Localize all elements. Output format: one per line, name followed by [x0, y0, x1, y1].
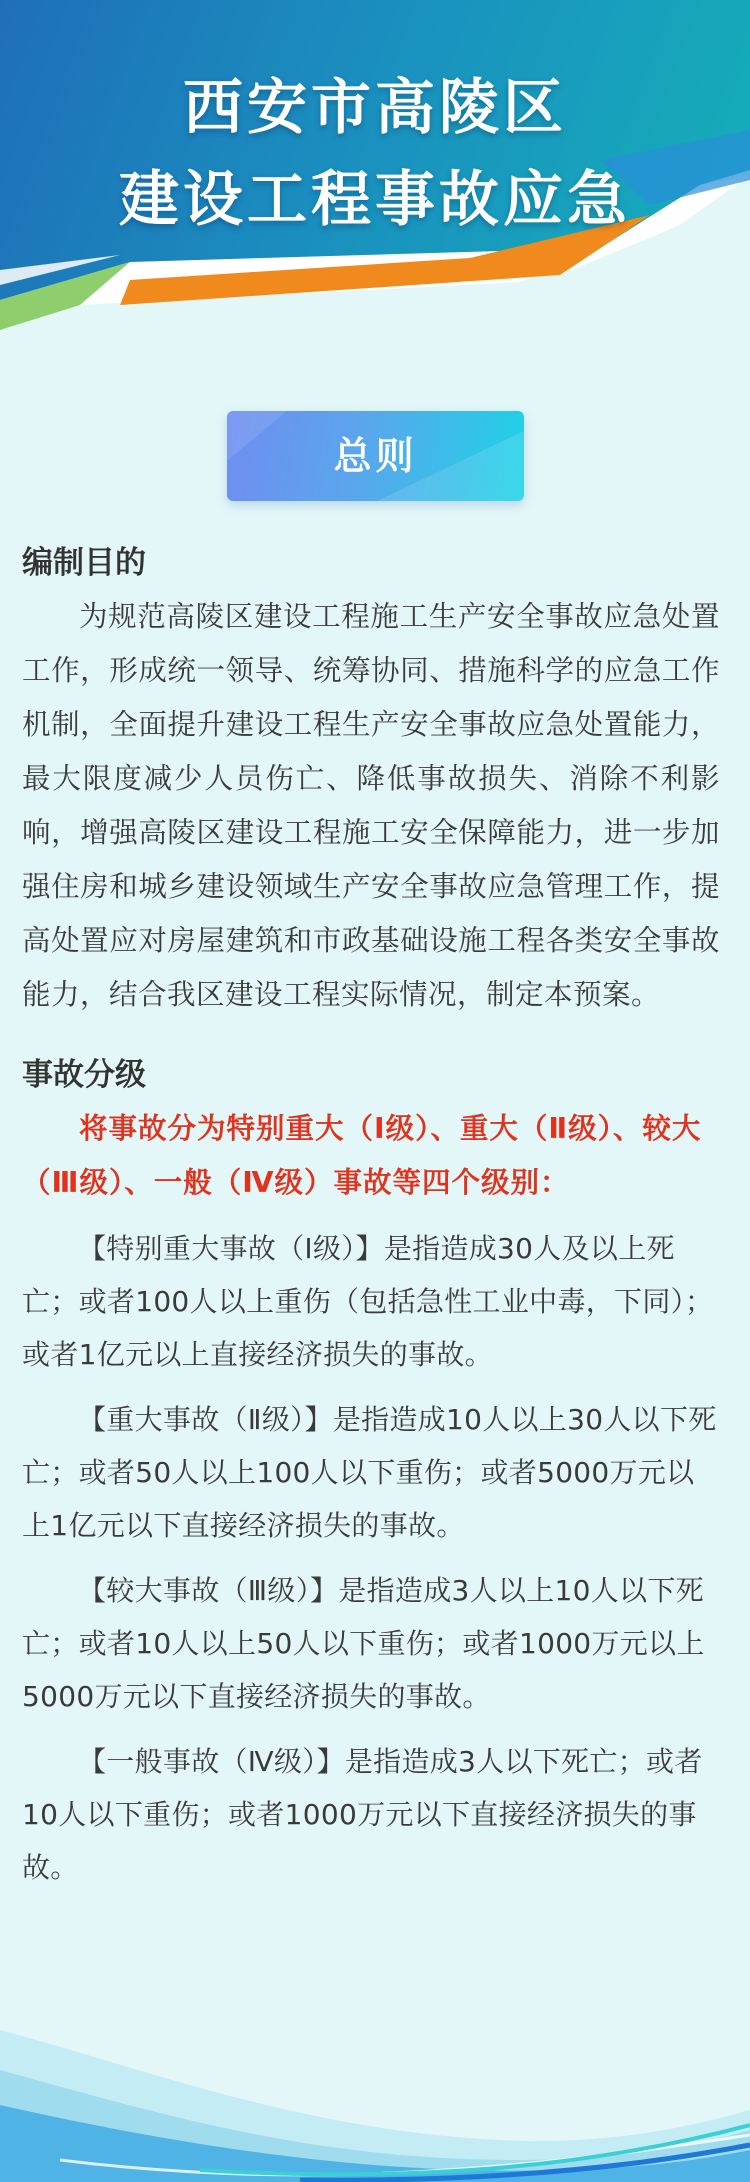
grading-heading: 事故分级 — [22, 1057, 146, 1093]
grade-level-2: 【重大事故（Ⅱ级）】是指造成10人以上30人以下死亡；或者50人以上100人以下重伤；或者5000万元以上1亿元以下直接经济损失的事故。 — [22, 1403, 717, 1542]
header-banner — [0, 0, 750, 350]
footer-wave-decoration — [0, 2010, 750, 2182]
section-title-badge — [227, 411, 524, 501]
title-line-2: 建设工程事故应急 — [119, 165, 631, 235]
main-content — [22, 540, 720, 1894]
purpose-heading: 编制目的 — [22, 545, 146, 581]
section-title: 总则 — [333, 434, 418, 478]
title-line-1: 西安市高陵区 — [183, 73, 567, 143]
grade-level-3: 【较大事故（Ⅲ级）】是指造成3人以上10人以下死亡；或者10人以上50人以下重伤；或者1000万元以上5000万元以下直接经济损失的事故。 — [22, 1574, 705, 1713]
grading-intro: 将事故分为特别重大（Ⅰ级）、重大（Ⅱ级）、较大（Ⅲ级）、一般（Ⅳ级）事故等四个级别： — [22, 1112, 702, 1199]
grade-level-1: 【特别重大事故（Ⅰ级）】是指造成30人及以上死亡；或者100人以上重伤（包括急性工业中毒，下同）；或者1亿元以上直接经济损失的事故。 — [22, 1232, 714, 1371]
grade-level-4: 【一般事故（Ⅳ级）】是指造成3人以下死亡；或者10人以下重伤；或者1000万元以下直接经济损失的事故。 — [22, 1745, 703, 1884]
purpose-text: 为规范高陵区建设工程施工生产安全事故应急处置工作，形成统一领导、统筹协同、措施科学的应急工作机制，全面提升建设工程生产安全事故应急处置能力，最大限度减少人员伤亡、降低事故损失、消除不利影响，增强高陵区建设工程施工安全保障能力，进一步加强住房和城乡建设领域生产安全事故应急管理工作，提高处置应对房屋建筑和市政基础设施工程各类安全事故能力，结合我区建设工程实际情况，制定本预案。 — [22, 600, 720, 1011]
page-title — [0, 62, 750, 246]
